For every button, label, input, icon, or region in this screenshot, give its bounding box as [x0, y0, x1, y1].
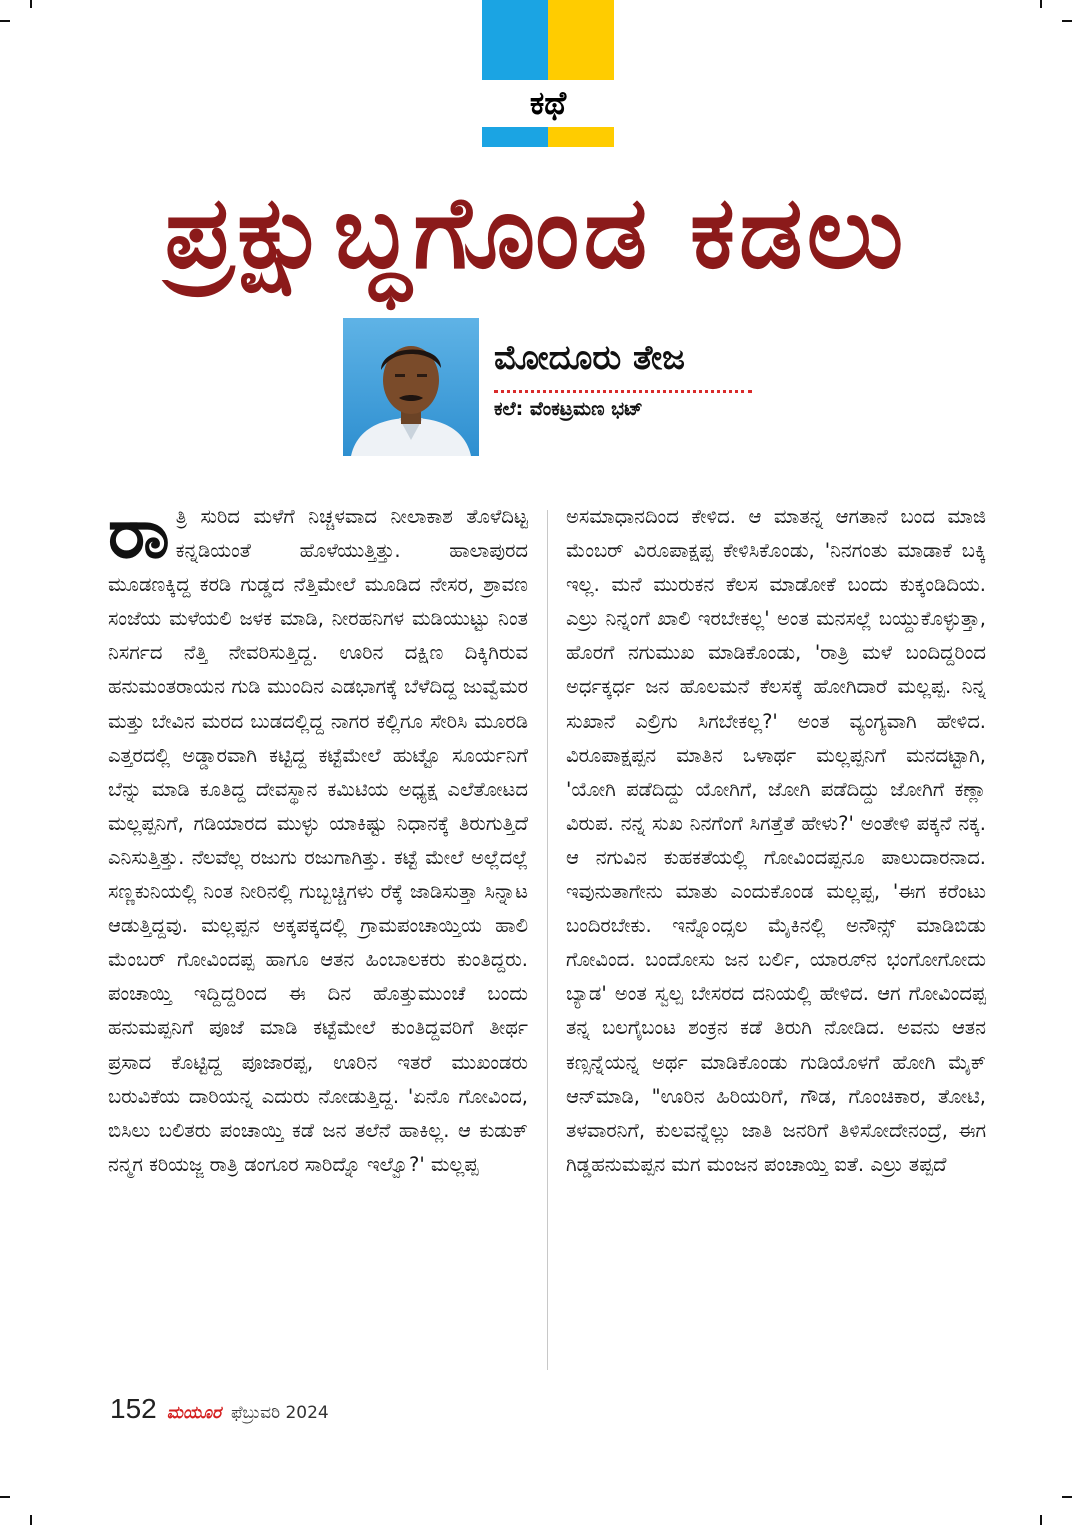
- crop-mark-bottom-right-h: [1062, 1496, 1072, 1498]
- artist-credit: ಕಲೆ: ವೆಂಕಟ್ರಮಣ ಭಟ್: [494, 398, 643, 420]
- story-headline: ಪ್ರಕ್ಷುಬ್ಧಗೊಂಡ ಕಡಲು: [164, 174, 908, 291]
- body-paragraph-right: ಅಸಮಾಧಾನದಿಂದ ಕೇಳಿದ. ಆ ಮಾತನ್ನ ಆಗತಾನೆ ಬಂದ ಮಾಜಿ ಮೆಂಬರ್ ವಿರೂಪಾಕ್ಷಪ್ಪ ಕೇಳಿಸಿಕೊಂಡು, 'ನಿನಗಂತು ಮಾಡಾಕೆ ಬಕ್ಕಿ ಇಲ್ಲ. ಮನೆ ಮುರುಕನ ಕೆಲಸ ಮಾಡೋಕೆ ಬಂದು ಕುಕ್ಕಂಡಿದಿಯ. ಎಲ್ರು ನಿನ್ನಂಗೆ ಖಾಲಿ ಇರಬೇಕಲ್ಲ' ಅಂತ ಮನಸಲ್ಲೆ ಬಯ್ದುಕೊಳ್ಳುತ್ತಾ, ಹೊರಗೆ ನಗುಮುಖ ಮಾಡಿಕೊಂಡು, 'ರಾತ್ರಿ ಮಳೆ ಬಂದಿದ್ದರಿಂದ ಅರ್ಧಕ್ಕರ್ಧ ಜನ ಹೊಲಮನೆ ಕೆಲಸಕ್ಕೆ ಹೋಗಿದಾರೆ ಮಲ್ಲಪ್ಪ. ನಿನ್ನ ಸುಖಾನೆ ಎಲ್ರಿಗು ಸಿಗಬೇಕಲ್ಲ?' ಅಂತ ವ್ಯಂಗ್ಯವಾಗಿ ಹೇಳಿದ. ವಿರೂಪಾಕ್ಷಪ್ಪನ ಮಾತಿನ ಒಳಾರ್ಥ ಮಲ್ಲಪ್ಪನಿಗೆ ಮನದಟ್ಟಾಗಿ, 'ಯೋಗಿ ಪಡೆದಿದ್ದು ಯೋಗಿಗೆ, ಜೋಗಿ ಪಡೆದಿದ್ದು ಜೋಗಿಗೆ ಕಣ್ಲಾ ವಿರುಪ. ನನ್ನ ಸುಖ ನಿನಗೆಂಗೆ ಸಿಗತ್ತೆತೆ ಹೇಳು?' ಅಂತೇಳಿ ಪಕ್ಕನೆ ನಕ್ಕ. ಆ ನಗುವಿನ ಕುಹಕತೆಯಲ್ಲಿ ಗೋವಿಂದಪ್ಪನೂ ಪಾಲುದಾರನಾದ. ಇವುನುತಾಗೇನು ಮಾತು ಎಂದುಕೊಂಡ ಮಲ್ಲಪ್ಪ, 'ಈಗ ಕರೆಂಟು ಬಂದಿರಬೇಕು. ಇನ್ನೊಂದ್ಸಲ ಮೈಕಿನಲ್ಲಿ ಅನೌನ್ಸ್ ಮಾಡಿಬಿಡು ಗೋವಿಂದ. ಬಂದೋಸು ಜನ ಬರ್ಲಿ, ಯಾರೂ್ನ ಭಂಗೋಗೋದು ಬ್ಯಾಡ' ಅಂತ ಸ್ವಲ್ಪ ಬೇಸರದ ದನಿಯಲ್ಲಿ ಹೇಳಿದ. ಆಗ ಗೋವಿಂದಪ್ಪ ತನ್ನ ಬಲಗೈಬಂಟ ಶಂಕ್ರನ ಕಡೆ ತಿರುಗಿ ನೋಡಿದ. ಅವನು ಆತನ ಕಣ್ಸನ್ನೆಯನ್ನ ಅರ್ಥ ಮಾಡಿಕೊಂಡು ಗುಡಿಯೊಳಗೆ ಹೋಗಿ ಮೈಕ್ ಆನ್‌ಮಾಡಿ, "ಊರಿನ ಹಿರಿಯರಿಗೆ, ಗೌಡ, ಗೊಂಚಿಕಾರ, ತೋಟಿ, ತಳವಾರನಿಗೆ, ಕುಲವನ್ನೆಲ್ಲು ಜಾತಿ ಜನರಿಗೆ ತಿಳಿಸೋದೇನಂದ್ರೆ, ಈಗ ಗಿಡ್ಡಹನುಮಪ್ಪನ ಮಗ ಮಂಜನ ಪಂಚಾಯ್ತಿ ಐತೆ. ಎಲ್ರು ತಪ್ಪದೆ: [566, 505, 986, 1176]
- crop-mark-bottom-left-h: [0, 1496, 10, 1498]
- page-footer: [110, 1393, 329, 1427]
- body-column-right: [566, 500, 986, 1380]
- crop-mark-top-left-v: [30, 0, 32, 8]
- badge-yellow-block: [548, 0, 614, 80]
- column-divider: [547, 510, 548, 1370]
- crop-mark-top-right-h: [1062, 20, 1072, 22]
- author-name: ಮೋದೂರು ತೇಜ: [494, 338, 685, 378]
- badge-blue-strip: [482, 127, 548, 147]
- magazine-name: ಮಯೂರ: [166, 1403, 221, 1423]
- badge-blue-block: [482, 0, 548, 80]
- badge-yellow-strip: [548, 127, 614, 147]
- body-paragraph-left: [108, 500, 528, 1182]
- section-badge: [482, 0, 614, 150]
- crop-mark-bottom-right-v: [1040, 1515, 1042, 1525]
- issue-date: ಫೆಬ್ರುವರಿ 2024: [230, 1403, 329, 1423]
- byline-divider: [494, 390, 752, 393]
- page-number: 152: [110, 1393, 157, 1424]
- crop-mark-top-left-h: [0, 20, 10, 22]
- section-label: ಕಥೆ: [529, 83, 567, 122]
- left-column-text: ತ್ರಿ ಸುರಿದ ಮಳೆಗೆ ನಿಚ್ಚಳವಾದ ನೀಲಾಕಾಶ ತೊಳೆದಿಟ್ಟ ಕನ್ನಡಿಯಂತೆ ಹೊಳೆಯುತ್ತಿತ್ತು. ಹಾಲಾಪುರದ ಮೂಡಣಕ್ಕಿದ್ದ ಕರಡಿ ಗುಡ್ಡದ ನೆತ್ತಿಮೇಲೆ ಮೂಡಿದ ನೇಸರ, ಶ್ರಾವಣ ಸಂಜೆಯ ಮಳೆಯಲಿ ಜಳಕ ಮಾಡಿ, ನೀರಹನಿಗಳ ಮಡಿಯುಟ್ಟು ನಿಂತ ನಿಸರ್ಗದ ನೆತ್ತಿ ನೇವರಿಸುತ್ತಿದ್ದ. ಊರಿನ ದಕ್ಷಿಣ ದಿಕ್ಕಿಗಿರುವ ಹನುಮಂತರಾಯನ ಗುಡಿ ಮುಂದಿನ ಎಡಭಾಗಕ್ಕೆ ಬೆಳೆದಿದ್ದ ಜುವ್ವೆಮರ ಮತ್ತು ಬೇವಿನ ಮರದ ಬುಡದಲ್ಲಿದ್ದ ನಾಗರ ಕಲ್ಲಿಗೂ ಸೇರಿಸಿ ಮೂರಡಿ ಎತ್ತರದಲ್ಲಿ ಅಡ್ಡಾರವಾಗಿ ಕಟ್ಟಿದ್ದ ಕಟ್ಟೆಮೇಲೆ ಹುಟ್ಟೊ ಸೂರ್ಯನಿಗೆ ಬೆನ್ನು ಮಾಡಿ ಕೂತಿದ್ದ ದೇವಸ್ಥಾನ ಕಮಿಟಿಯ ಅಧ್ಯಕ್ಷ ಎಲೆತೋಟದ ಮಲ್ಲಪ್ಪನಿಗೆ, ಗಡಿಯಾರದ ಮುಳ್ಳು ಯಾಕಿಷ್ಟು ನಿಧಾನಕ್ಕೆ ತಿರುಗುತ್ತಿದೆ ಎನಿಸುತ್ತಿತ್ತು. ನೆಲವೆಲ್ಲ ರಜುಗು ರಜುಗಾಗಿತ್ತು. ಕಟ್ಟೆ ಮೇಲೆ ಅಲ್ಲೆದಲ್ಲೆ ಸಣ್ಣಕುನಿಯಲ್ಲಿ ನಿಂತ ನೀರಿನಲ್ಲಿ ಗುಬ್ಬಚ್ಚಿಗಳು ರೆಕ್ಕೆ ಜಾಡಿಸುತ್ತಾ ಸಿನ್ನಾಟ ಆಡುತ್ತಿದ್ದವು. ಮಲ್ಲಪ್ಪನ ಅಕ್ಕಪಕ್ಕದಲ್ಲಿ ಗ್ರಾಮಪಂಚಾಯ್ತಿಯ ಹಾಲಿ ಮೆಂಬರ್ ಗೋವಿಂದಪ್ಪ ಹಾಗೂ ಆತನ ಹಿಂಬಾಲಕರು ಕುಂತಿದ್ದರು. ಪಂಚಾಯ್ತಿ ಇದ್ದಿದ್ದರಿಂದ ಈ ದಿನ ಹೊತ್ತುಮುಂಚೆ ಬಂದು ಹನುಮಪ್ಪನಿಗೆ ಪೂಜೆ ಮಾಡಿ ಕಟ್ಟೆಮೇಲೆ ಕುಂತಿದ್ದವರಿಗೆ ತೀರ್ಥ ಪ್ರಸಾದ ಕೊಟ್ಟಿದ್ದ ಪೂಜಾರಪ್ಪ, ಊರಿನ ಇತರೆ ಮುಖಂಡರು ಬರುವಿಕೆಯ ದಾರಿಯನ್ನ ಎದುರು ನೋಡುತ್ತಿದ್ದ. 'ಏನೊ ಗೋವಿಂದ, ಬಿಸಿಲು ಬಲಿತರು ಪಂಚಾಯ್ತಿ ಕಡೆ ಜನ ತಲೆನೆ ಹಾಕಿಲ್ಲ. ಆ ಕುಡುಕ್ ನನ್ಮಗ ಕರಿಯಜ್ಜ ರಾತ್ರಿ ಡಂಗೂರ ಸಾರಿದ್ನೊ ಇಲ್ವೊ?' ಮಲ್ಲಪ್ಪ: [108, 505, 528, 1176]
- crop-mark-bottom-left-v: [30, 1515, 32, 1525]
- drop-cap: ರಾ: [108, 500, 170, 574]
- crop-mark-top-right-v: [1040, 0, 1042, 8]
- body-column-left: [108, 500, 528, 1380]
- author-photo: [343, 318, 479, 456]
